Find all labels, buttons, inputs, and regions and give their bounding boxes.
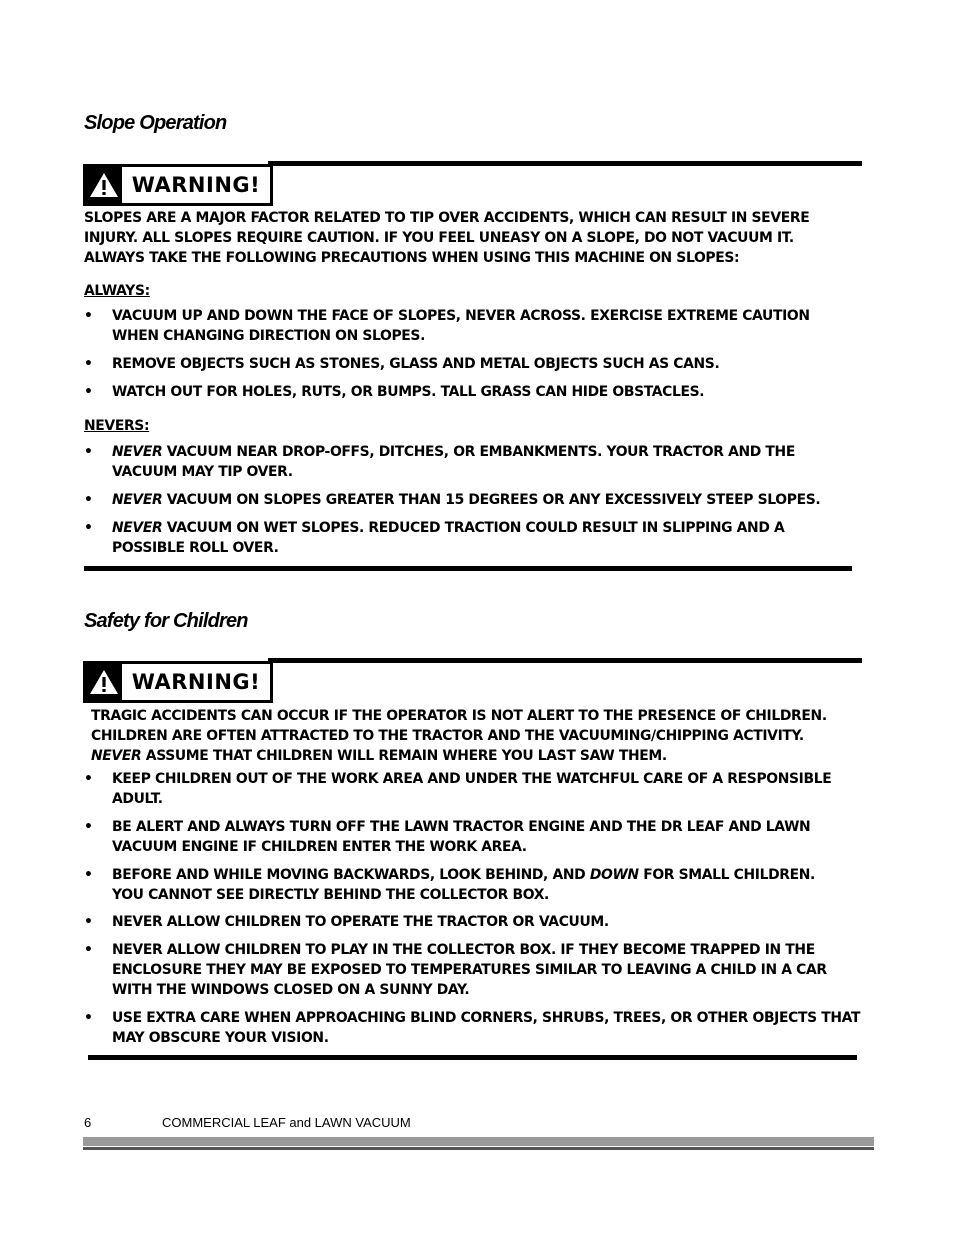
always-label: ALWAYS: <box>84 283 150 299</box>
warning-rule-top <box>268 658 862 663</box>
section-heading-slope-operation: Slope Operation <box>84 112 227 134</box>
warning-rule-top <box>268 161 862 166</box>
intro-line: TRAGIC ACCIDENTS CAN OCCUR IF THE OPERATOR IS NOT ALERT TO THE PRESENCE OF CHILDREN. <box>91 708 827 724</box>
warning-triangle-icon <box>86 664 122 700</box>
warning-triangle-icon <box>86 167 122 203</box>
intro-line: CHILDREN ARE OFTEN ATTRACTED TO THE TRACTOR AND THE VACUUMING/CHIPPING ACTIVITY. <box>91 728 804 744</box>
warning-text: WARNING! <box>131 173 261 197</box>
warning-rule-bottom <box>84 566 852 571</box>
warning-text: WARNING! <box>131 670 261 694</box>
section-heading-safety-for-children: Safety for Children <box>84 610 248 632</box>
intro-line: NEVER ASSUME THAT CHILDREN WILL REMAIN WHERE YOU LAST SAW THEM. <box>91 748 667 764</box>
intro-line: ALWAYS TAKE THE FOLLOWING PRECAUTIONS WHEN USING THIS MACHINE ON SLOPES: <box>84 250 740 266</box>
footer-title: COMMERCIAL LEAF and LAWN VACUUM <box>162 1115 411 1130</box>
footer-rule <box>83 1137 874 1150</box>
children-warning-intro <box>91 706 827 766</box>
slope-warning-intro <box>84 208 809 268</box>
page-number: 6 <box>84 1115 92 1130</box>
warning-label <box>83 164 273 206</box>
warning-rule-bottom <box>88 1055 857 1060</box>
nevers-label: NEVERS: <box>84 418 150 434</box>
warning-label <box>83 661 273 703</box>
intro-line: INJURY. ALL SLOPES REQUIRE CAUTION. IF YOU FEEL UNEASY ON A SLOPE, DO NOT VACUUM IT. <box>84 230 794 246</box>
intro-line: SLOPES ARE A MAJOR FACTOR RELATED TO TIP OVER ACCIDENTS, WHICH CAN RESULT IN SEVERE <box>84 210 810 226</box>
